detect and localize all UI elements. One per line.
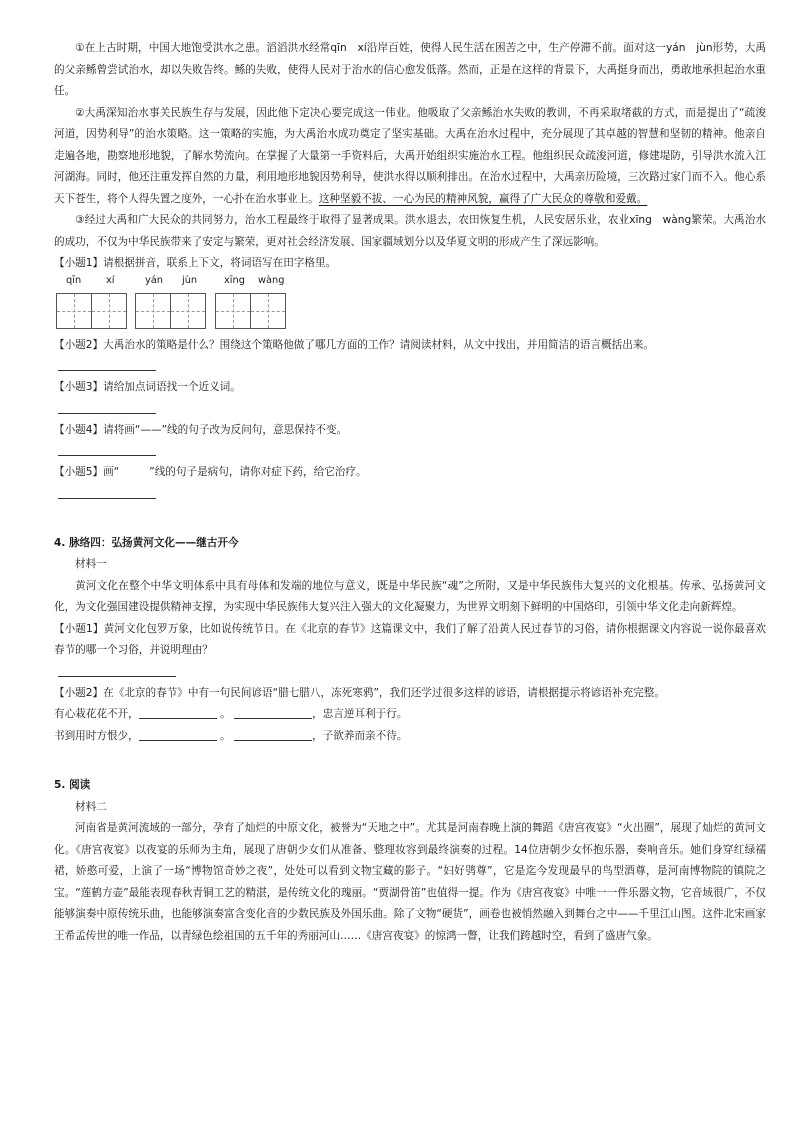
proverb-1-blank-1[interactable] xyxy=(139,705,217,719)
pinyin-label: qīn xyxy=(66,274,82,286)
section-4-title: 4. 脉络四：弘扬黄河文化——继古开今 xyxy=(54,536,239,549)
section-4-material: 黄河文化在整个中华文明体系中具有母体和发端的地位与意义，既是中华民族“魂”之所附，又是中华民族伟大复兴的文化根基。传承、弘扬黄河文化，为文化强国建设提供精神支撑，为实现中华民族伟大复兴注入强大的文化凝聚力，为世界文明刻下鲜明的中国烙印，引领中华文化走向新辉煌。 xyxy=(54,579,766,613)
q3-prompt: 【小题3】请给加点词语找一个近义词。 xyxy=(54,381,241,393)
q4-answer-line[interactable] xyxy=(54,441,766,462)
passage-paragraph-1: ①在上古时期，中国大地饱受洪水之患。滔滔洪水经常qīn xí沿岸百姓，使得人民生活在困苦之中，生产停滞不前。面对这一yán jùn形势，大禹的父亲鲧曾尝试治水，却以失败告终。鲧的失败，使得人民对于治水的信心愈发低落。然而，正是在这样的背景下，大禹挺身而出，勇敢地承担起治水重任。 xyxy=(54,42,766,97)
proverb-2-period: 。 xyxy=(220,729,231,742)
tianzige-box[interactable] xyxy=(135,293,171,329)
q5-prompt-end: ”线的句子是病句，请你对症下药，给它治疗。 xyxy=(149,466,367,478)
pinyin-label: xí xyxy=(106,274,115,286)
section-4-q1: 【小题1】黄河文化包罗万象，比如说传统节日。在《北京的春节》这篇课文中，我们了解了沿黄人民过春节的习俗，请你根据课文内容说一说你最喜欢春节的哪一个习俗，并说明理由？ xyxy=(54,622,766,656)
proverb-2-blank-1[interactable] xyxy=(139,727,217,741)
proverb-2-blank-2[interactable] xyxy=(234,727,312,741)
proverb-1-start: 有心栽花花不开， xyxy=(54,708,139,720)
q2-answer-line[interactable] xyxy=(54,356,766,377)
proverb-1-end: ，忠言逆耳利于行。 xyxy=(312,708,408,720)
section-4-material-label: 材料一 xyxy=(75,558,107,570)
q2-prompt: 【小题2】大禹治水的策略是什么？围绕这个策略他做了哪几方面的工作？请阅读材料，从文中找出，并用简洁的语言概括出来。 xyxy=(54,338,654,351)
passage-paragraph-3: ③经过大禹和广大民众的共同努力，治水工程最终于取得了显著成果。洪水退去，农田恢复生机，人民安居乐业，农业xīng wàng繁荣。大禹治水的成功，不仅为中华民族带来了安定与繁荣，更对社会经济发展、国家疆域划分以及华夏文明的形成产生了深远影响。 xyxy=(54,214,766,248)
q3-answer-line[interactable] xyxy=(54,399,766,420)
proverb-1-blank-2[interactable] xyxy=(234,705,312,719)
section-5-title: 5. 阅读 xyxy=(54,779,91,791)
proverb-2-end: ，子欲养而亲不待。 xyxy=(312,729,408,742)
pinyin-label: wàng xyxy=(258,274,285,286)
proverb-1-period: 。 xyxy=(220,708,231,720)
pinyin-label: xīng xyxy=(224,274,245,286)
section-5-material: 河南省是黄河流域的一部分，孕育了灿烂的中原文化，被誉为“天地之中”。尤其是河南春晚上演的舞蹈《唐宫夜宴》“火出圈”，展现了灿烂的黄河文化。《唐宫夜宴》以夜宴的乐师为主角，展现了唐朝少女们从准备、整理妆容到最终演奏的过程。14位唐朝少女怀抱乐器，奏响音乐。她们身穿红绿襦裙，娇憨可爱，上演了一场“博物馆奇妙之夜”，处处可以看到文物宝藏的影子。“妇好鸮尊”，它是迄今发现最早的鸟型酒尊，是河南博物院的镇院之宝。“莲鹤方壶”最能表现春秋青铜工艺的精湛，是传统文化的瑰丽。“贾湖骨笛”也值得一提。作为《唐宫夜宴》中唯一一件乐器文物，它音域很广，不仅能够演奏中原传统乐曲，也能够演奏富含变化音的少数民族及外国乐曲。除了文物“硬货”，画卷也被悄然融入到舞台之中——千里江山图。这件北宋画家王希孟传世的唯一作品，以青绿色绘祖国的五千年的秀丽河山……《唐宫夜宴》的惊鸿一瞥，让我们跨越时空，看到了盛唐气象。 xyxy=(54,822,766,942)
q1-prompt: 【小题1】请根据拼音，联系上下文，将词语写在田字格里。 xyxy=(54,257,337,269)
pinyin-label: jùn xyxy=(182,274,198,286)
passage-paragraph-2-text: ②大禹深知治水事关民族生存与发展，因此他下定决心要完成这一伟业。他吸取了父亲鲧治水失败的教训，不再采取堵截的方式，而是提出了“疏浚河道，因势利导”的治水策略。这一策略的实施，为大禹治水成功奠定了坚实基础。大禹在治水过程中，充分展现了其卓越的智慧和坚韧的精神。他亲自走遍各地，勘察地形地貌，了解水势流向。在掌握了大量第一手资料后，大禹开始组织实施治水工程。他组织民众疏浚河道，修建堤防，引导洪水流入江河湖海。同时，他还注重发挥自然的力量，利用地形地貌因势利导，使洪水得以顺利排出。在治水过程中，大禹亲历险境，三次路过家门而不入。他心系天下苍生，将个人得失置之度外，一心扑在治水事业上。 xyxy=(54,106,766,205)
passage-paragraph-2 xyxy=(54,103,766,211)
passage-underlined-sentence: 这种坚毅不拔、一心为民的精神风貌，赢得了广大民众的尊敬和爱戴。 xyxy=(318,192,648,205)
tianzige-box[interactable] xyxy=(56,293,92,329)
pinyin-label: yán xyxy=(145,274,164,286)
tianzige-box[interactable] xyxy=(215,293,251,329)
tianzige-grid xyxy=(54,275,766,335)
q5-prompt-start: 【小题5】画“ xyxy=(54,466,120,478)
tianzige-box[interactable] xyxy=(91,293,127,329)
proverb-line-1 xyxy=(54,704,766,726)
tianzige-box[interactable] xyxy=(170,293,206,329)
tianzige-box[interactable] xyxy=(250,293,286,329)
proverb-line-2 xyxy=(54,726,766,748)
q4-prompt: 【小题4】请将画“——”线的句子改为反问句，意思保持不变。 xyxy=(54,423,348,436)
proverb-2-start: 书到用时方恨少， xyxy=(54,729,139,742)
section-4-q1-answer-line[interactable] xyxy=(54,662,766,683)
section-4-q2: 【小题2】在《北京的春节》中有一句民间谚语“腊七腊八，冻死寒鸦”，我们还学过很多这样的谚语，请根据提示将谚语补充完整。 xyxy=(54,686,665,699)
q5-answer-line[interactable] xyxy=(54,484,766,505)
section-5-material-label: 材料二 xyxy=(75,800,107,813)
q5-prompt xyxy=(54,462,766,484)
worksheet-page xyxy=(54,38,766,947)
